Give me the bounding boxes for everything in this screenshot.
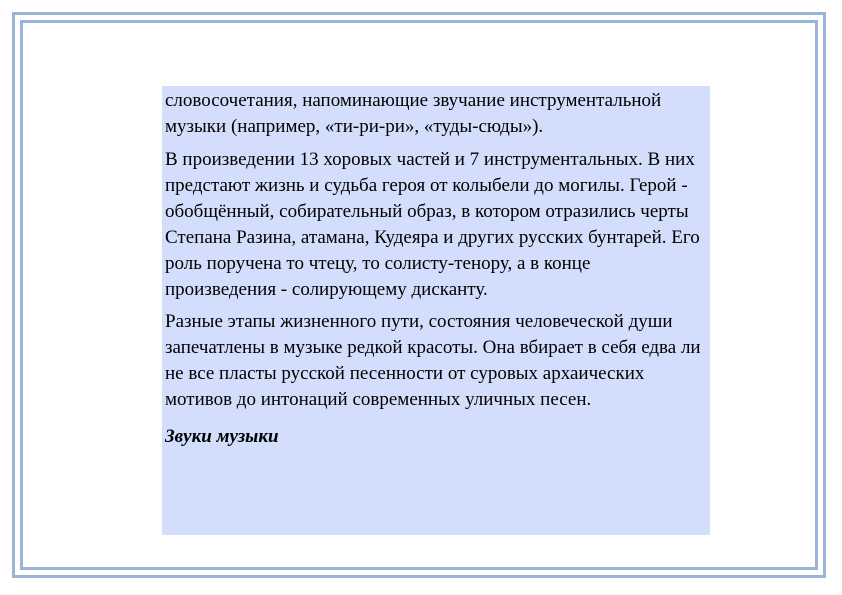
section-heading: Звуки музыки [165, 426, 279, 447]
paragraph-composition: В произведении 13 хоровых частей и 7 инструментальных. В них предстают жизнь и судьба героя от колыбели до могилы. Герой - обобщённый, собирательный образ, в котором отразились черты Степана Разина, атамана, Кудеяра и других русских бунтарей. Его роль поручена то чтецу, то солисту-тенору, а в конце произведения - солирующему дисканту. [165, 149, 700, 300]
text-content-block [162, 86, 710, 535]
paragraph-life-stages: Разные этапы жизненного пути, состояния человеческой души запечатлены в музыке редкой красоты. Она вбирает в себя едва ли не все пласты русской песенности от суровых архаических мотивов до интонаций современных уличных песен. [165, 311, 701, 410]
paragraph-continuation: словосочетания, напоминающие звучание инструментальной музыки (например, «ти-ри-ри», «туды-сюды»). [165, 90, 662, 137]
